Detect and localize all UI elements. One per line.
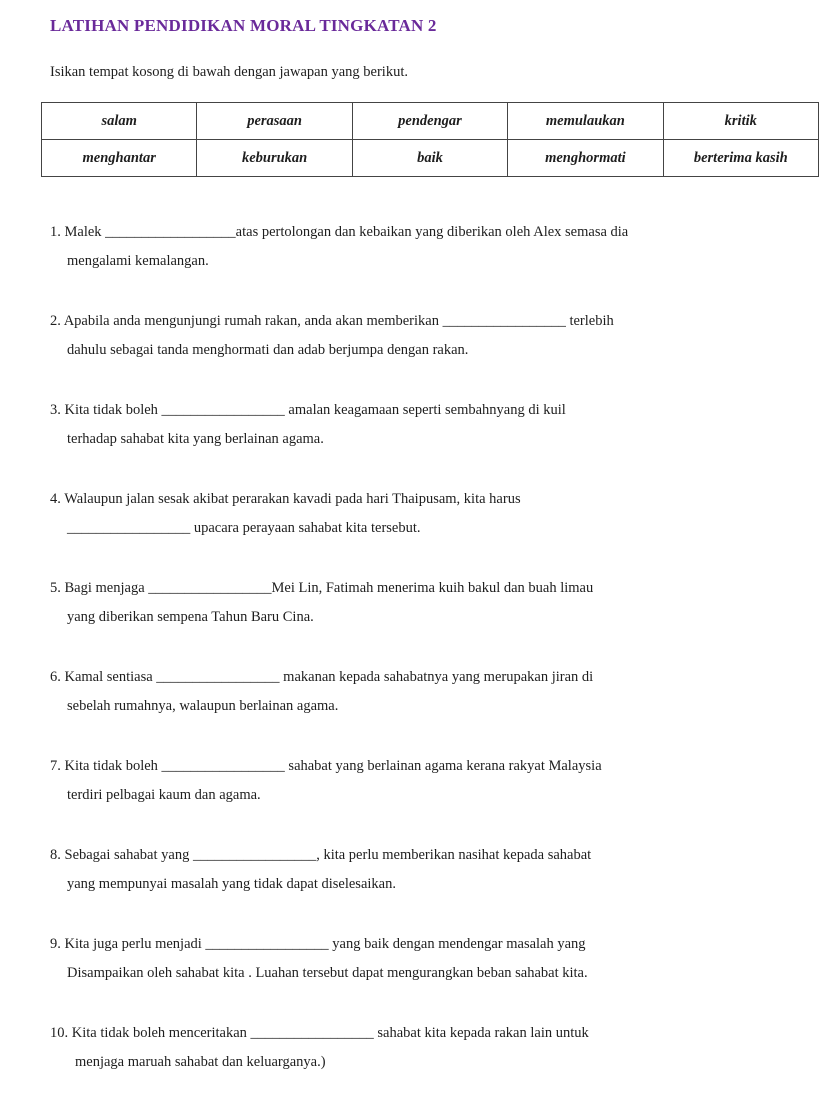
question-item bbox=[50, 218, 790, 276]
instruction-text: Isikan tempat kosong di bawah dengan jawapan yang berikut. bbox=[50, 64, 408, 80]
question-line: terdiri pelbagai kaum dan agama. bbox=[67, 787, 261, 803]
question-item bbox=[50, 1019, 790, 1077]
question-line: 4. Walaupun jalan sesak akibat perarakan kavadi pada hari Thaipusam, kita harus bbox=[50, 491, 521, 507]
question-line: dahulu sebagai tanda menghormati dan adab berjumpa dengan rakan. bbox=[67, 342, 469, 358]
word-bank-row bbox=[42, 140, 819, 177]
question-item bbox=[50, 752, 790, 810]
question-line: 6. Kamal sentiasa _________________ makanan kepada sahabatnya yang merupakan jiran di bbox=[50, 669, 594, 685]
question-line: 7. Kita tidak boleh _________________ sahabat yang berlainan agama kerana rakyat Malaysia bbox=[50, 758, 602, 774]
question-line: 8. Sebagai sahabat yang _________________, kita perlu memberikan nasihat kepada sahabat bbox=[50, 847, 592, 863]
question-item bbox=[50, 930, 790, 988]
word-bank-cell: pendengar bbox=[352, 103, 507, 140]
word-bank-cell: berterima kasih bbox=[663, 140, 818, 177]
question-item bbox=[50, 396, 790, 454]
question-line: mengalami kemalangan. bbox=[67, 253, 209, 269]
question-line: 5. Bagi menjaga _________________Mei Lin, Fatimah menerima kuih bakul dan buah limau bbox=[50, 580, 594, 596]
question-line: 1. Malek __________________atas pertolongan dan kebaikan yang diberikan oleh Alex semasa dia bbox=[50, 224, 629, 240]
word-bank-cell: perasaan bbox=[197, 103, 352, 140]
word-bank-cell: keburukan bbox=[197, 140, 352, 177]
question-line: menjaga maruah sahabat dan keluarganya.) bbox=[75, 1054, 326, 1070]
question-item bbox=[50, 574, 790, 632]
word-bank-cell: memulaukan bbox=[508, 103, 663, 140]
question-line: sebelah rumahnya, walaupun berlainan agama. bbox=[67, 698, 339, 714]
question-line: 3. Kita tidak boleh _________________ amalan keagamaan seperti sembahnyang di kuil bbox=[50, 402, 566, 418]
word-bank-cell: menghormati bbox=[508, 140, 663, 177]
question-line: 10. Kita tidak boleh menceritakan _________________ sahabat kita kepada rakan lain untuk bbox=[50, 1025, 589, 1041]
question-item bbox=[50, 841, 790, 899]
question-list bbox=[50, 218, 790, 1108]
question-line: yang diberikan sempena Tahun Baru Cina. bbox=[67, 609, 314, 625]
question-line: 9. Kita juga perlu menjadi _________________ yang baik dengan mendengar masalah yang bbox=[50, 936, 586, 952]
question-line: Disampaikan oleh sahabat kita . Luahan tersebut dapat mengurangkan beban sahabat kita. bbox=[67, 965, 588, 981]
question-line: 2. Apabila anda mengunjungi rumah rakan, anda akan memberikan _________________ terlebih bbox=[50, 313, 614, 329]
word-bank-row bbox=[42, 103, 819, 140]
question-item bbox=[50, 485, 790, 543]
word-bank-cell: kritik bbox=[663, 103, 818, 140]
word-bank-table bbox=[41, 102, 819, 177]
question-line: yang mempunyai masalah yang tidak dapat diselesaikan. bbox=[67, 876, 396, 892]
question-item bbox=[50, 663, 790, 721]
worksheet-title: LATIHAN PENDIDIKAN MORAL TINGKATAN 2 bbox=[50, 16, 437, 35]
question-line: terhadap sahabat kita yang berlainan agama. bbox=[67, 431, 324, 447]
question-item bbox=[50, 307, 790, 365]
word-bank-cell: salam bbox=[42, 103, 197, 140]
word-bank-cell: menghantar bbox=[42, 140, 197, 177]
question-line: _________________ upacara perayaan sahabat kita tersebut. bbox=[67, 520, 421, 536]
word-bank-cell: baik bbox=[352, 140, 507, 177]
